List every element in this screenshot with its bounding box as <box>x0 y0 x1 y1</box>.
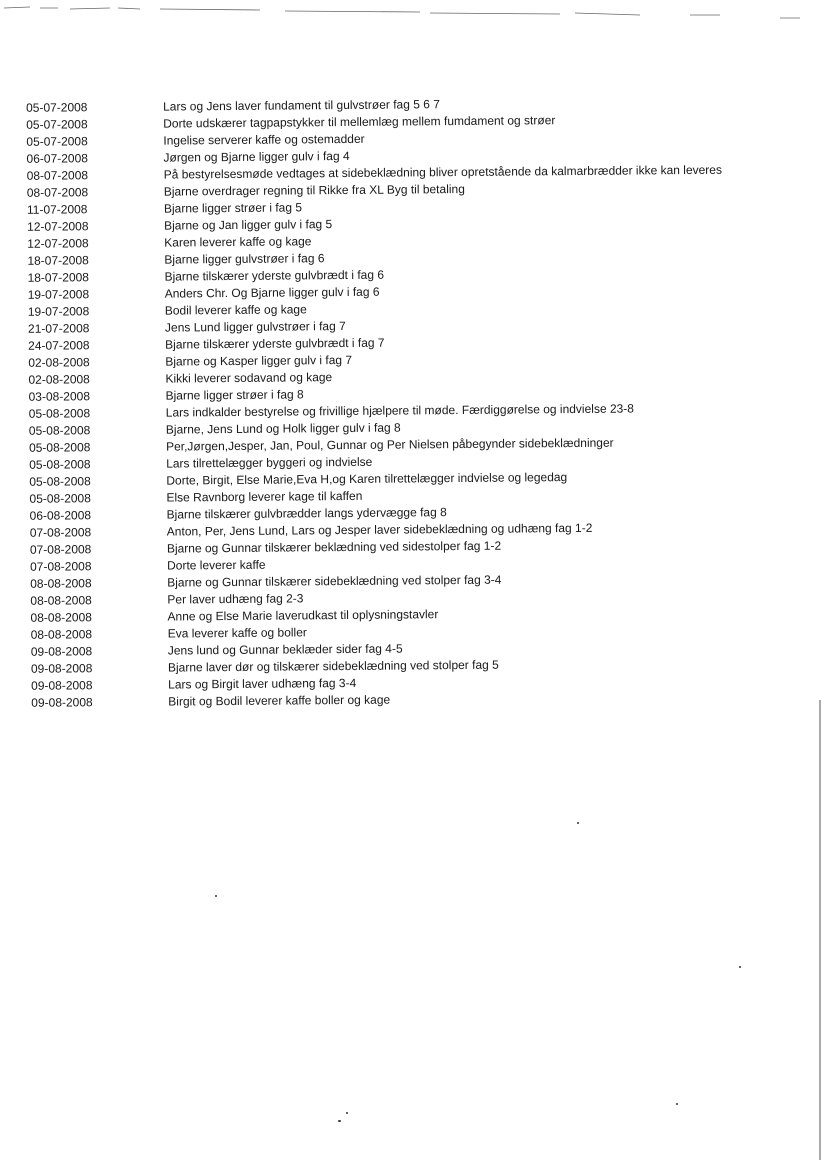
entry-description: Else Ravnborg leverer kage til kaffen <box>166 488 363 505</box>
activity-log <box>0 93 827 712</box>
entry-date: 05-08-2008 <box>29 491 91 506</box>
entry-date: 09-08-2008 <box>30 661 93 676</box>
entry-description: Bjarne ligger gulvstrøer i fag 6 <box>164 251 325 267</box>
entry-date: 18-07-2008 <box>27 270 90 285</box>
entry-description: Eva leverer kaffe og boller <box>167 625 307 641</box>
entry-description: Lars og Birgit laver udhæng fag 3-4 <box>168 675 357 692</box>
entry-description: Per,Jørgen,Jesper, Jan, Poul, Gunnar og Per Nielsen påbegynder sidebeklædninger <box>165 435 614 454</box>
entry-description: Lars og Jens laver fundament til gulvstrøer fag 5 6 7 <box>163 97 440 114</box>
entry-description: Bjarne tilskærer yderste gulvbrædt i fag 6 <box>164 267 385 284</box>
entry-description: Bjarne ligger strøer i fag 8 <box>165 387 304 403</box>
entry-date: 21-07-2008 <box>27 321 90 336</box>
entry-date: 09-08-2008 <box>31 695 93 710</box>
entry-description: Bjarne og Gunnar tilskærer beklædning ved sidestolper fag 1-2 <box>166 538 502 556</box>
entry-date: 08-08-2008 <box>30 610 92 625</box>
entry-description: Lars tilrettelægger byggeri og indvielse <box>166 454 373 471</box>
entry-description: Bjarne og Jan ligger gulv i fag 5 <box>164 217 333 233</box>
entry-description: Per laver udhæng fag 2-3 <box>167 591 304 607</box>
entry-date: 08-07-2008 <box>26 168 89 183</box>
scan-speck <box>215 895 217 897</box>
entry-description: Bjarne, Jens Lund og Holk ligger gulv i fag 8 <box>165 420 401 437</box>
entry-description: Bjarne og Gunnar tilskærer sidebeklædning ved stolper fag 3-4 <box>167 572 502 590</box>
entry-description: Ingelise serverer kaffe og ostemadder <box>163 131 365 148</box>
entry-description: Anders Chr. Og Bjarne ligger gulv i fag 6 <box>164 284 380 301</box>
scan-speck <box>346 1112 348 1114</box>
entry-date: 05-08-2008 <box>28 423 91 438</box>
entry-description: Dorte leverer kaffe <box>167 557 266 573</box>
entry-date: 08-08-2008 <box>30 627 93 642</box>
entry-description: Bjarne laver dør og tilskærer sidebeklædning ved stolper fag 5 <box>167 657 499 675</box>
entry-date: 05-07-2008 <box>26 100 88 115</box>
entry-description: Jens lund og Gunnar beklæder sider fag 4-5 <box>167 641 403 658</box>
scan-artifact-top <box>0 0 827 22</box>
entry-description: Kikki leverer sodavand og kage <box>165 370 333 386</box>
entry-date: 02-08-2008 <box>28 355 90 370</box>
entry-description: Bjarne tilskærer yderste gulvbrædt i fag 7 <box>165 335 385 352</box>
entry-date: 05-08-2008 <box>28 440 91 455</box>
entry-date: 07-08-2008 <box>29 542 92 557</box>
entry-date: 05-08-2008 <box>29 474 91 489</box>
scan-speck <box>739 966 741 968</box>
entry-date: 12-07-2008 <box>27 219 89 234</box>
entry-date: 07-08-2008 <box>29 525 92 540</box>
entry-date: 05-07-2008 <box>26 117 88 132</box>
entry-description: Jens Lund ligger gulvstrøer i fag 7 <box>164 318 346 335</box>
entry-description: Bjarne overdrager regning til Rikke fra XL Byg til betaling <box>163 181 465 199</box>
entry-date: 05-08-2008 <box>28 406 91 421</box>
entry-description: Jørgen og Bjarne ligger gulv i fag 4 <box>163 148 350 165</box>
entry-description: Anne og Else Marie laverudkast til oplysningstavler <box>167 607 439 624</box>
entry-date: 18-07-2008 <box>27 253 89 268</box>
entry-description: Bjarne ligger strøer i fag 5 <box>163 200 303 216</box>
entry-description: Lars indkalder bestyrelse og frivillige hjælpere til møde. Færdiggørelse og indvielse 23-8 <box>165 401 634 420</box>
scan-speck <box>676 1103 678 1105</box>
entry-description: Bjarne og Kasper ligger gulv i fag 7 <box>165 352 353 369</box>
entry-date: 07-08-2008 <box>30 559 92 574</box>
entry-date: 09-08-2008 <box>31 678 93 693</box>
entry-date: 03-08-2008 <box>28 389 91 404</box>
entry-date: 11-07-2008 <box>26 202 88 217</box>
entry-date: 06-07-2008 <box>26 151 88 166</box>
entry-date: 02-08-2008 <box>28 372 90 387</box>
entry-date: 19-07-2008 <box>27 287 90 302</box>
scan-artifact-edge <box>787 690 827 1169</box>
entry-date: 12-07-2008 <box>27 236 89 251</box>
entry-date: 08-08-2008 <box>30 576 92 591</box>
entry-date: 05-08-2008 <box>29 457 91 472</box>
entry-date: 09-08-2008 <box>30 644 93 659</box>
entry-date: 05-07-2008 <box>26 134 88 149</box>
entry-description: Karen leverer kaffe og kage <box>164 234 312 250</box>
entry-date: 08-08-2008 <box>30 593 92 608</box>
entry-description: Birgit og Bodil leverer kaffe boller og kage <box>168 692 391 709</box>
entry-date: 19-07-2008 <box>27 304 90 319</box>
entry-description: Anton, Per, Jens Lund, Lars og Jesper laver sidebeklædning og udhæng fag 1-2 <box>166 520 593 539</box>
entry-date: 08-07-2008 <box>26 185 89 200</box>
scan-speck <box>338 1120 341 1122</box>
entry-description: Dorte udskærer tagpapstykker til mellemlæg mellem fumdament og strøer <box>163 113 556 131</box>
entry-description: På bestyrelsesmøde vedtages at sidebeklædning bliver opretstående da kalmarbrædder ikke kan leveres <box>163 162 723 182</box>
entry-date: 06-08-2008 <box>29 508 92 523</box>
entry-description: Bjarne tilskærer gulvbrædder langs ydervægge fag 8 <box>166 505 447 522</box>
entry-description: Dorte, Birgit, Else Marie,Eva H,og Karen tilrettelægger indvielse og legedag <box>166 470 568 488</box>
entry-date: 24-07-2008 <box>28 338 90 353</box>
entry-description: Bodil leverer kaffe og kage <box>164 302 307 318</box>
scan-speck <box>577 822 579 824</box>
